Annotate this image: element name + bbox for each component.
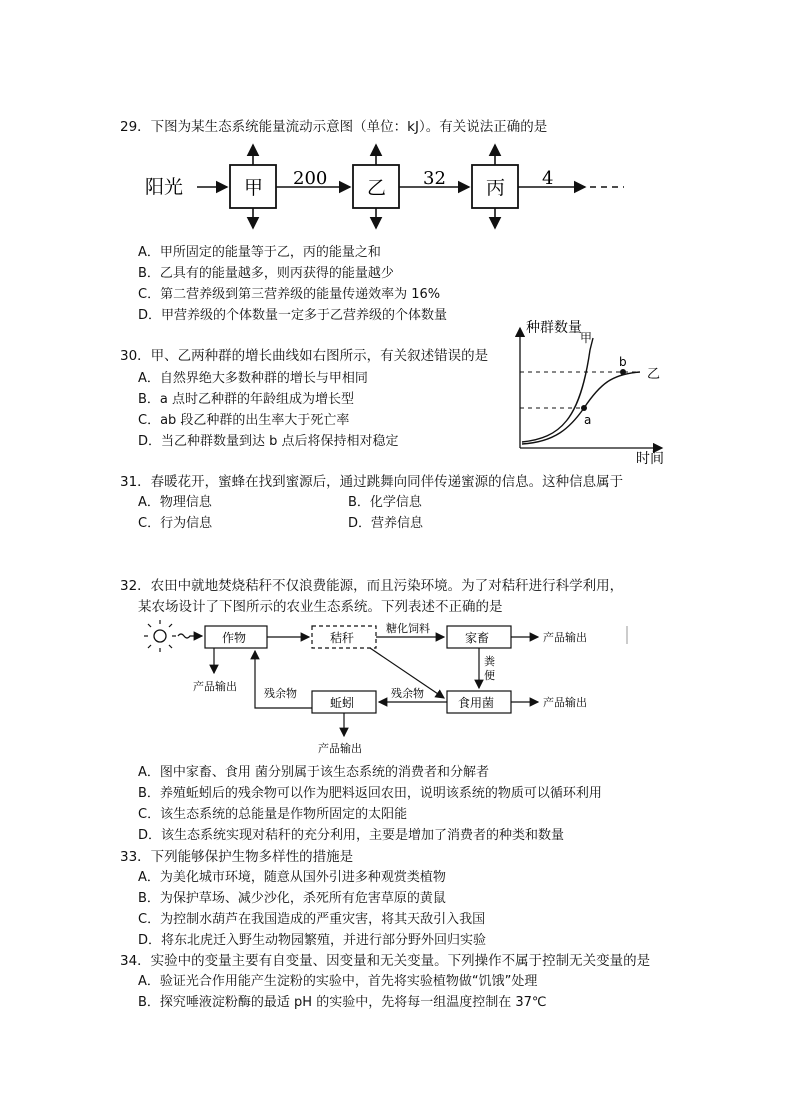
sun-icon xyxy=(144,620,176,652)
q32-option-d: D．该生态系统实现对秸秆的充分利用，主要是增加了消费者的种类和数量 xyxy=(138,828,565,843)
q29-box-b: 乙 xyxy=(367,177,387,199)
q32-option-c: C．该生态系统的总能量是作物所固定的太阳能 xyxy=(138,807,408,822)
q32-label-manure-2: 便 xyxy=(484,669,495,682)
q29-box-c: 丙 xyxy=(486,177,506,199)
q32-option-b: B．养殖蚯蚓后的残余物可以作为肥料返回农田，说明该系统的物质可以循环利用 xyxy=(138,786,602,801)
q34-option-b: B．探究唾液淀粉酶的最适 pH 的实验中，先将每一组温度控制在 37℃ xyxy=(138,995,547,1010)
q30-stem: 30．甲、乙两种群的增长曲线如右图所示，有关叙述错误的是 xyxy=(120,348,489,364)
q32-option-a: A．图中家畜、食用 菌分别属于该生态系统的消费者和分解者 xyxy=(138,765,490,780)
q30-option-d: D．当乙种群数量到达 b 点后将保持相对稳定 xyxy=(138,434,399,449)
q33-option-d: D．将东北虎迁入野生动物园繁殖，并进行部分野外回归实验 xyxy=(138,933,487,948)
q29-option-b: B．乙具有的能量越多，则丙获得的能量越少 xyxy=(138,266,394,281)
q33-stem: 33．下列能够保护生物多样性的措施是 xyxy=(120,849,354,865)
q32-stem-line1: 32．农田中就地焚烧秸秆不仅浪费能源，而且污染环境。为了对秸秆进行科学利用， xyxy=(120,578,624,594)
q32-output-livestock: 产品输出 xyxy=(543,631,587,644)
q32-output-crop: 产品输出 xyxy=(193,680,237,693)
q30-option-b: B．a 点时乙种群的年龄组成为增长型 xyxy=(138,392,355,407)
q32-label-residue-right: 残余物 xyxy=(391,687,424,700)
q30-point-b-label: b xyxy=(619,355,627,369)
q32-label-feed: 糖化饲料 xyxy=(386,622,430,635)
q29-value-200: 200 xyxy=(293,168,328,189)
q30-curve-b-label: 乙 xyxy=(647,367,661,382)
q30-y-axis-label: 种群数量 xyxy=(526,320,582,336)
q32-box-worm: 蚯蚓 xyxy=(330,696,355,710)
q29-option-a: A．甲所固定的能量等于乙，丙的能量之和 xyxy=(138,245,381,260)
q30-curve-a-label: 甲 xyxy=(580,331,593,345)
q29-option-c: C．第二营养级到第三营养级的能量传递效率为 16% xyxy=(138,287,441,302)
q30-x-axis-label: 时间 xyxy=(636,451,664,467)
q32-output-worm: 产品输出 xyxy=(318,742,362,755)
q29-stem: 29．下图为某生态系统能量流动示意图（单位：kJ）。有关说法正确的是 xyxy=(120,119,548,135)
q33-option-c: C．为控制水葫芦在我国造成的严重灾害，将其天敌引入我国 xyxy=(138,912,486,927)
q29-value-32: 32 xyxy=(423,168,446,189)
q30-option-a: A．自然界绝大多数种群的增长与甲相同 xyxy=(138,371,368,386)
q32-label-residue-left: 残余物 xyxy=(264,687,297,700)
q29-sun-label: 阳光 xyxy=(145,176,184,198)
q34-option-a: A．验证光合作用能产生淀粉的实验中，首先将实验植物做“饥饿”处理 xyxy=(138,974,538,989)
q32-label-manure-1: 粪 xyxy=(484,655,495,668)
q30-point-a-label: a xyxy=(584,413,592,427)
q29-box-a: 甲 xyxy=(244,177,264,199)
q30-option-c: C．ab 段乙种群的出生率大于死亡率 xyxy=(138,413,350,428)
q31-option-b: B．化学信息 xyxy=(348,495,422,510)
q32-box-fungus: 食用菌 xyxy=(458,696,495,710)
q32-stem-line2: 某农场设计了下图所示的农业生态系统。下列表述不正确的是 xyxy=(138,599,503,615)
q32-box-crop: 作物 xyxy=(222,631,247,645)
q33-option-a: A．为美化城市环境，随意从国外引进多种观赏类植物 xyxy=(138,870,446,885)
q32-box-livestock: 家畜 xyxy=(465,631,490,645)
q34-stem: 34．实验中的变量主要有自变量、因变量和无关变量。下列操作不属于控制无关变量的是 xyxy=(120,953,651,969)
q31-option-c: C．行为信息 xyxy=(138,516,213,531)
q31-option-d: D．营养信息 xyxy=(348,516,424,531)
q31-stem: 31．春暖花开，蜜蜂在找到蜜源后，通过跳舞向同伴传递蜜源的信息。这种信息属于 xyxy=(120,474,624,490)
q32-box-straw: 秸秆 xyxy=(330,631,355,645)
q29-value-4: 4 xyxy=(542,168,554,189)
q32-output-fungus: 产品输出 xyxy=(543,696,587,709)
q29-option-d: D．甲营养级的个体数量一定多于乙营养级的个体数量 xyxy=(138,308,448,323)
q31-option-a: A．物理信息 xyxy=(138,495,212,510)
q33-option-b: B．为保护草场、减少沙化，杀死所有危害草原的黄鼠 xyxy=(138,891,446,906)
